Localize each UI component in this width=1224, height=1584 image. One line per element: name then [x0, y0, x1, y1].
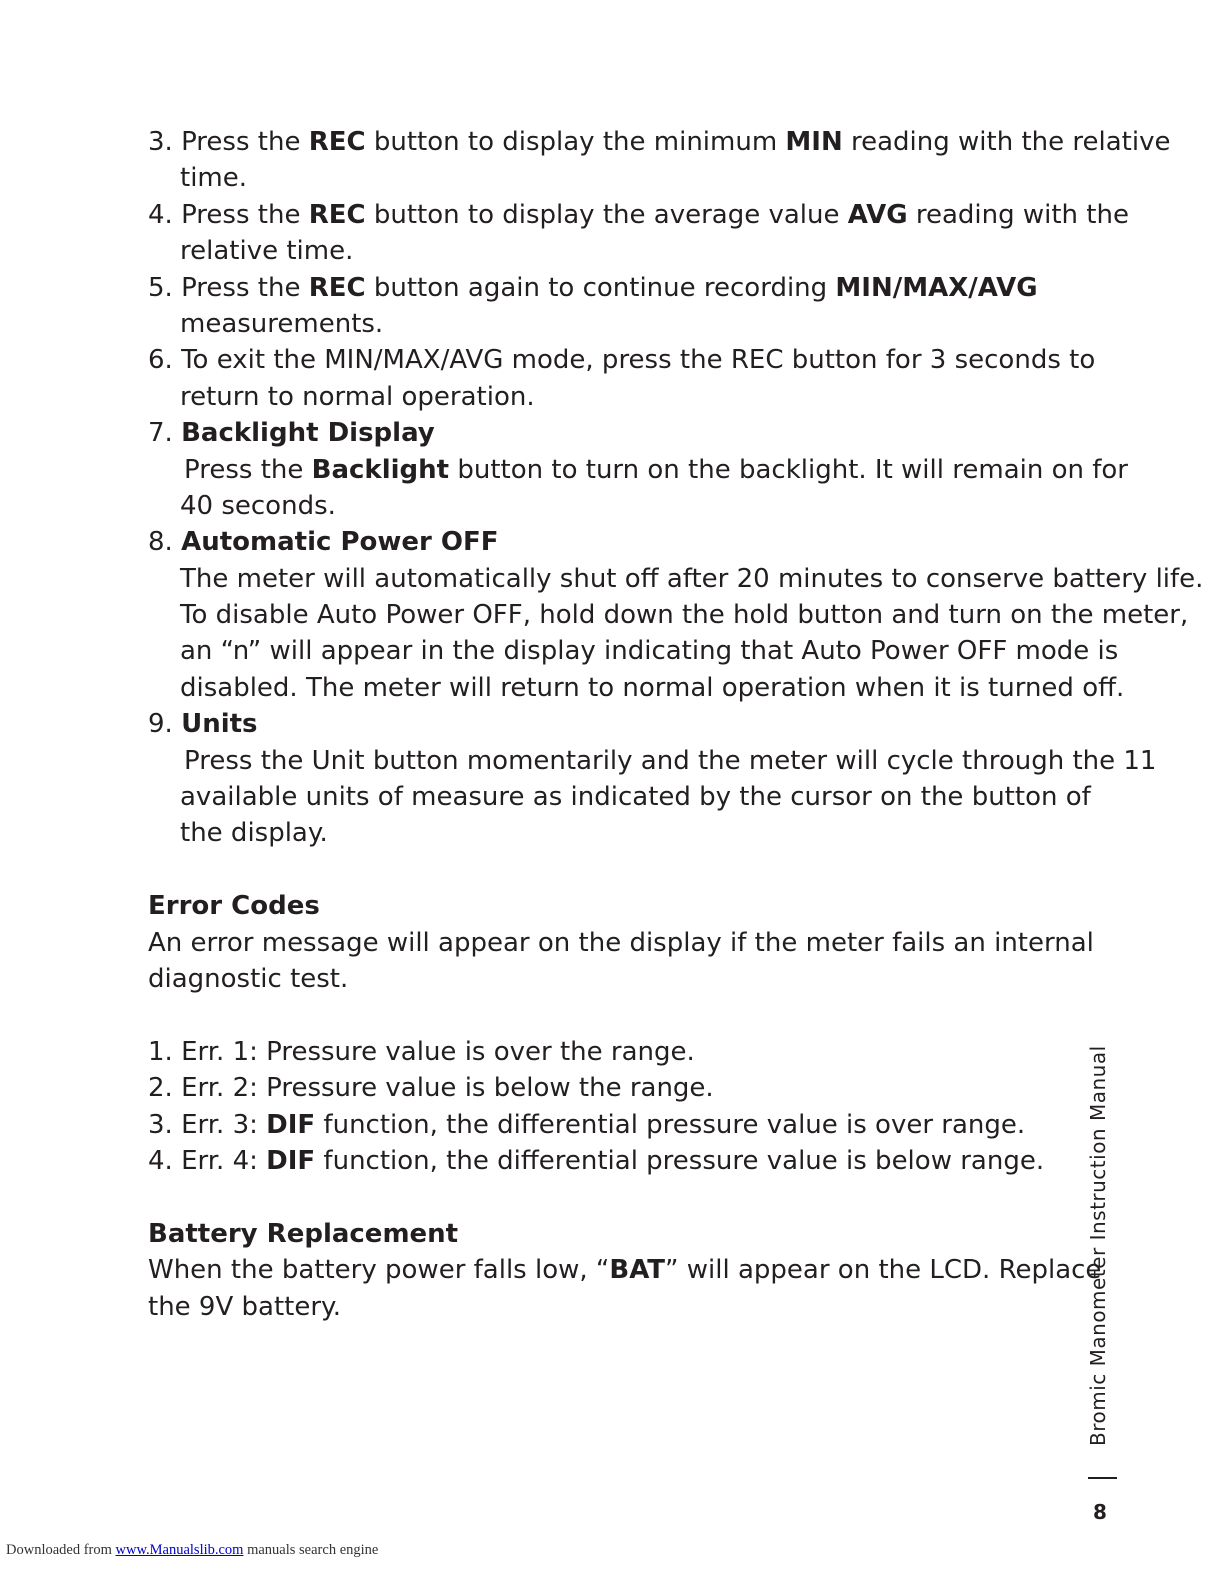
section-heading: Battery Replacement	[148, 1218, 459, 1249]
page-number: 8	[1093, 1500, 1107, 1524]
list-item-body: available units of measure as indicated by the cursor on the button of	[180, 782, 1091, 813]
list-item-heading: 9. Units	[148, 709, 258, 740]
paragraph-line: When the battery power falls low, “BAT” will appear on the LCD. Replace	[148, 1255, 1102, 1286]
list-item-continuation: relative time.	[180, 236, 354, 267]
error-code-item: 1. Err. 1: Pressure value is over the range.	[148, 1036, 695, 1067]
list-item: 4. Press the REC button to display the average value AVG reading with the	[148, 199, 1129, 230]
list-item-body: Press the Unit button momentarily and the meter will cycle through the 11	[184, 745, 1157, 776]
list-item-continuation: measurements.	[180, 308, 384, 339]
manual-title-vertical: Bromic Manometer Instruction Manual	[1086, 1045, 1110, 1446]
list-item-body: Press the Backlight button to turn on the backlight. It will remain on for	[184, 454, 1128, 485]
list-item-heading: 8. Automatic Power OFF	[148, 527, 499, 558]
list-item-continuation: 40 seconds.	[180, 490, 336, 521]
list-item-body: The meter will automatically shut off after 20 minutes to conserve battery life.	[180, 563, 1204, 594]
list-item-body: the display.	[180, 818, 328, 849]
list-item: 3. Press the REC button to display the minimum MIN reading with the relative	[148, 127, 1171, 157]
manualslib-link[interactable]: www.Manualslib.com	[115, 1542, 244, 1558]
list-item-continuation: return to normal operation.	[180, 381, 535, 412]
list-item-continuation: time.	[180, 163, 248, 194]
list-item-heading: 7. Backlight Display	[148, 418, 435, 449]
paragraph-line: diagnostic test.	[148, 963, 349, 994]
download-footer: Downloaded from www.Manualslib.com manuals search engine	[6, 1542, 379, 1558]
list-item: 6. To exit the MIN/MAX/AVG mode, press the REC button for 3 seconds to	[148, 345, 1096, 376]
section-heading: Error Codes	[148, 891, 320, 922]
list-item-body: an “n” will appear in the display indicating that Auto Power OFF mode is	[180, 636, 1119, 667]
list-item-body: disabled. The meter will return to normal operation when it is turned off.	[180, 672, 1125, 703]
error-code-item: 4. Err. 4: DIF function, the differential pressure value is below range.	[148, 1145, 1045, 1176]
error-code-item: 3. Err. 3: DIF function, the differential pressure value is over range.	[148, 1109, 1026, 1140]
list-item-body: To disable Auto Power OFF, hold down the hold button and turn on the meter,	[180, 600, 1189, 631]
list-item: 5. Press the REC button again to continue recording MIN/MAX/AVG	[148, 272, 1038, 303]
paragraph-line: An error message will appear on the display if the meter fails an internal	[148, 927, 1094, 958]
divider	[1088, 1477, 1117, 1479]
paragraph-line: the 9V battery.	[148, 1291, 341, 1322]
error-code-item: 2. Err. 2: Pressure value is below the range.	[148, 1073, 714, 1104]
